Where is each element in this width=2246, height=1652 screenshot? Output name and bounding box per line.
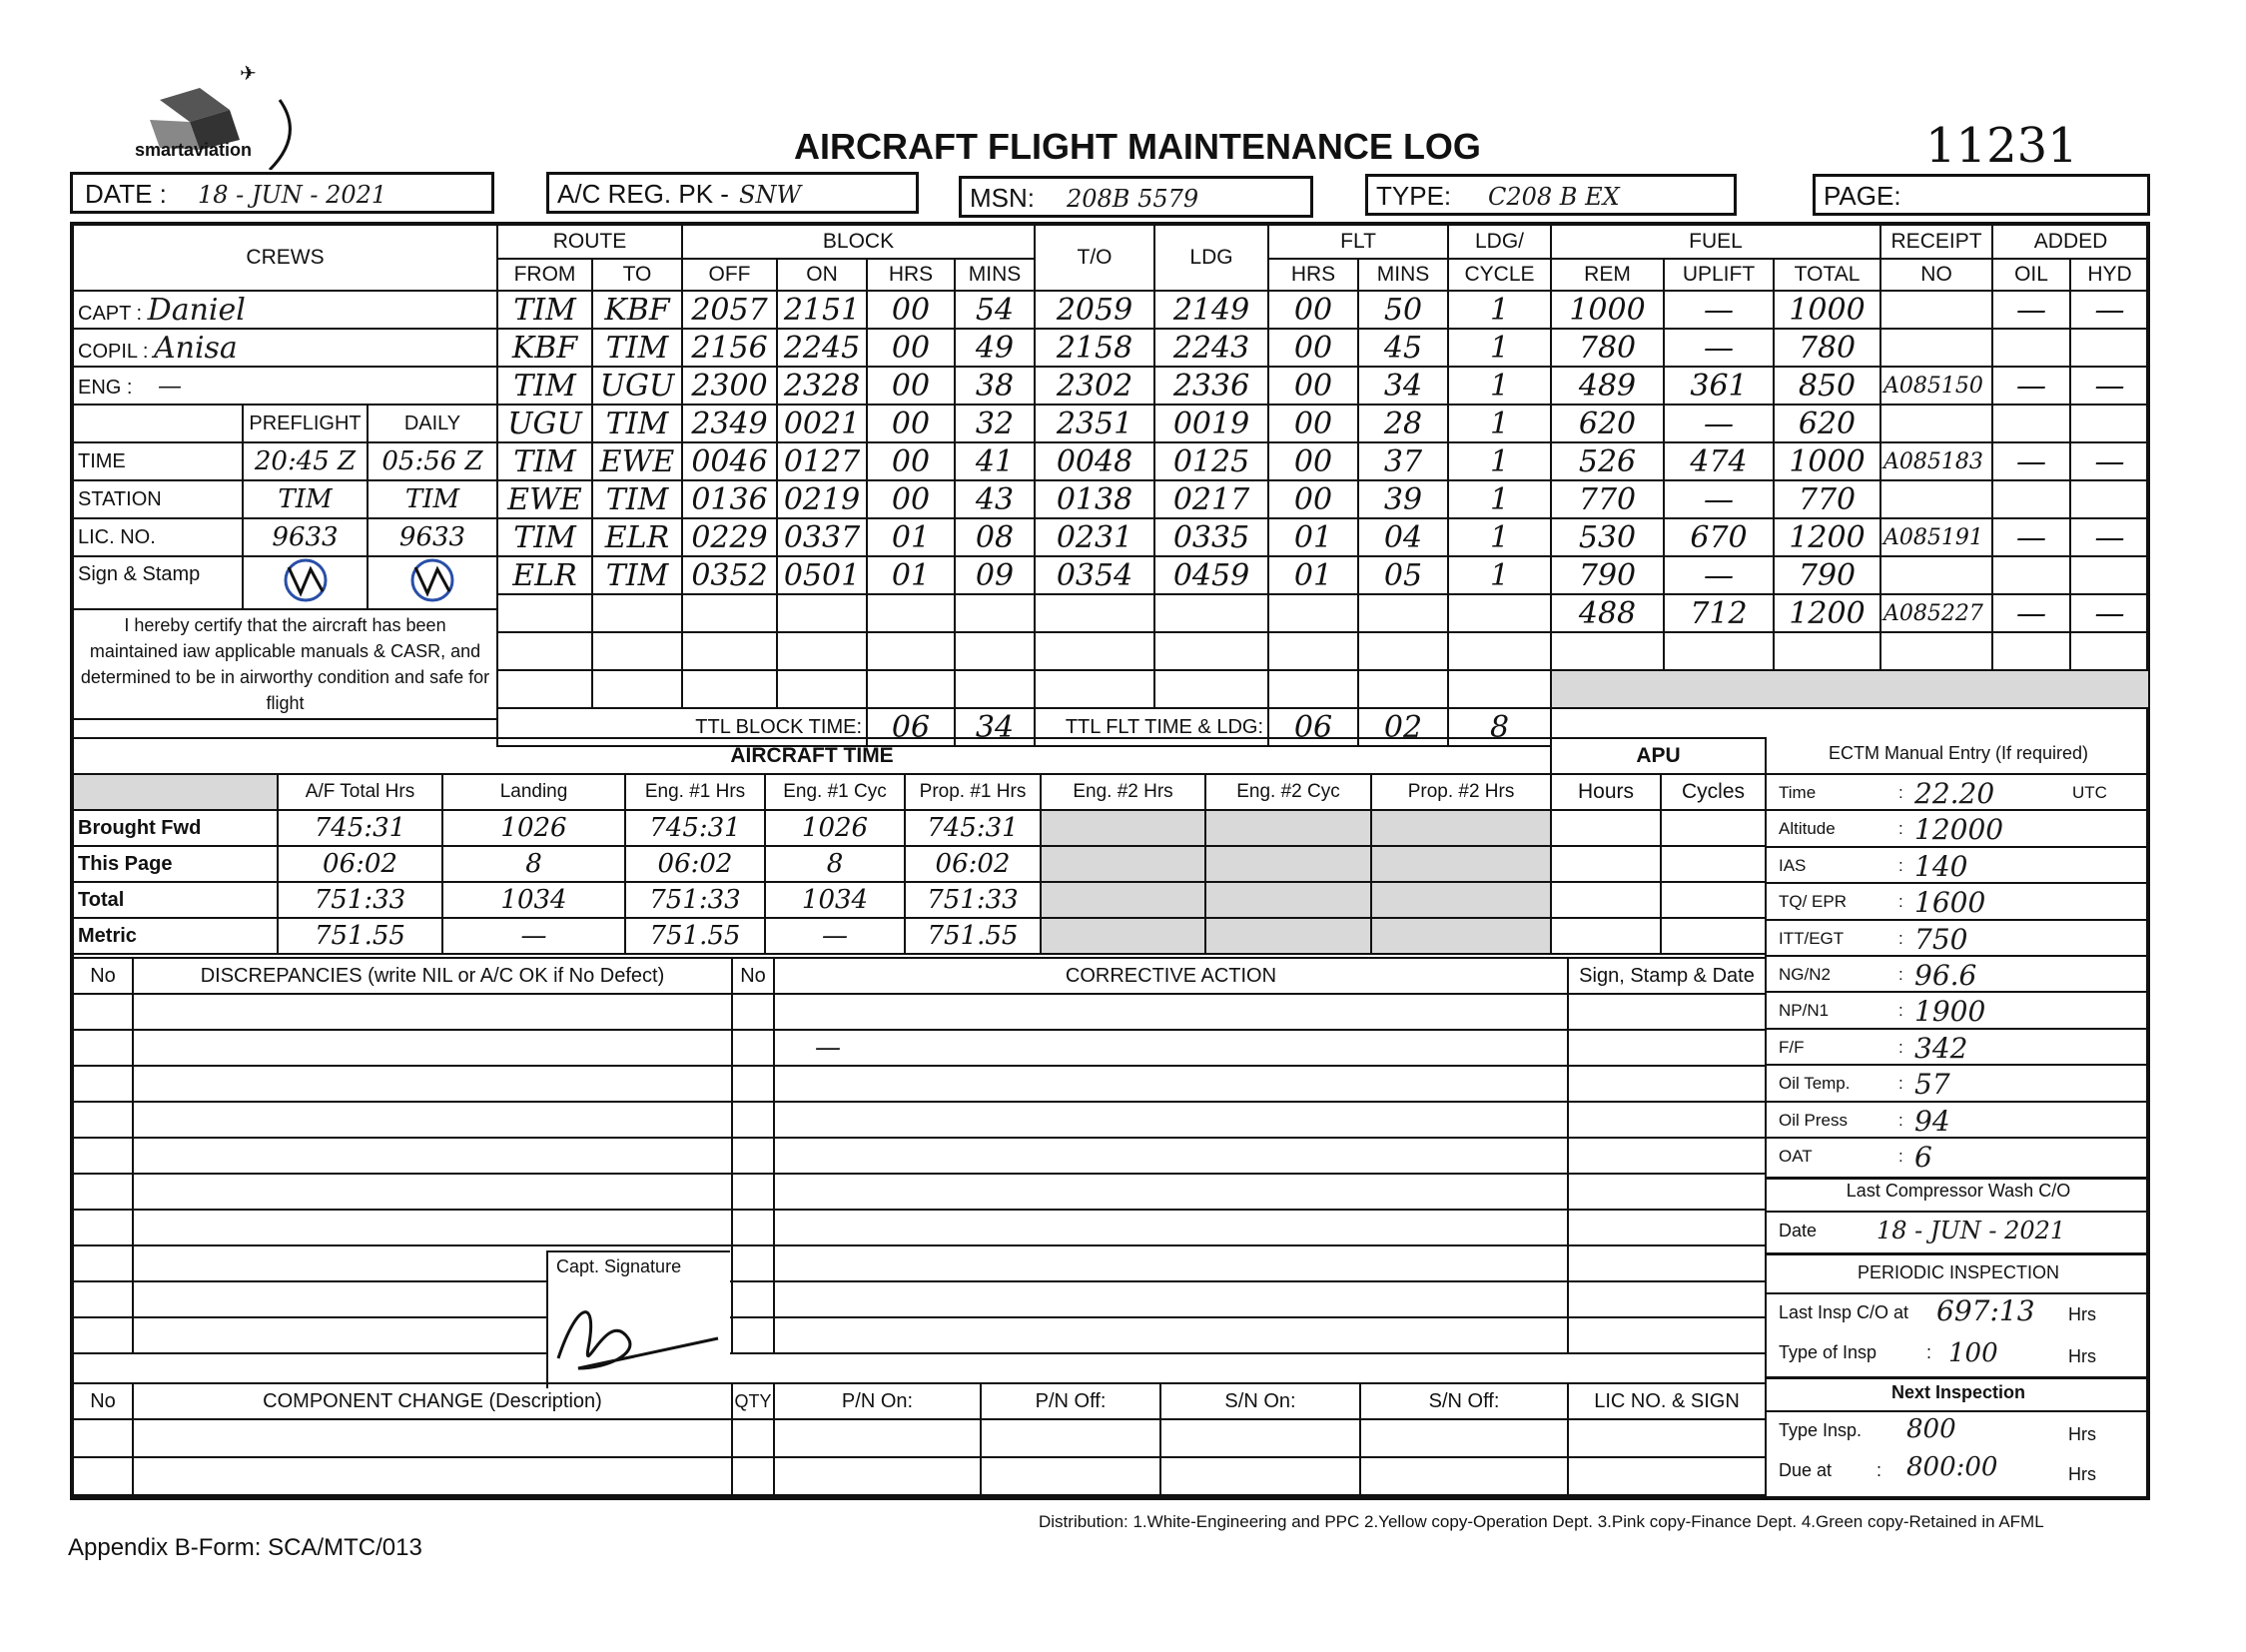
- flight-cell-to[interactable]: KBF: [592, 291, 682, 329]
- ectm-label: NG/N2: [1779, 964, 1831, 984]
- capt-signature-box[interactable]: Capt. Signature: [546, 1250, 730, 1388]
- aircraft-time-row-label: This Page: [73, 846, 278, 882]
- flight-cell-t-o[interactable]: 0354: [1035, 556, 1154, 594]
- aircraft-time-cell[interactable]: 751.55: [625, 918, 765, 954]
- flight-cell-fhrs[interactable]: 00: [1268, 405, 1358, 442]
- flight-cell-off[interactable]: 0352: [682, 556, 777, 594]
- fuel-cell-rem[interactable]: 489: [1551, 367, 1664, 405]
- fuel-cell-uplift[interactable]: —: [1664, 556, 1774, 594]
- flight-cell-from[interactable]: TIM: [497, 367, 592, 405]
- aircraft-time-row: [73, 918, 1551, 954]
- fuel-cell-uplift[interactable]: —: [1664, 405, 1774, 442]
- flight-cell-off[interactable]: 2349: [682, 405, 777, 442]
- flight-cell-cycle[interactable]: 1: [1448, 329, 1551, 367]
- page-title: AIRCRAFT FLIGHT MAINTENANCE LOG: [794, 126, 1481, 167]
- preflight-header: PREFLIGHT: [243, 405, 368, 442]
- fuel-cell-uplift[interactable]: —: [1664, 480, 1774, 518]
- flight-row: [497, 405, 1551, 442]
- fuel-cell-total[interactable]: 620: [1774, 405, 1880, 442]
- flight-row: [497, 367, 1551, 405]
- flight-cell-mins[interactable]: 09: [955, 556, 1035, 594]
- flight-cell-t-o[interactable]: 2158: [1035, 329, 1154, 367]
- fuel-cell-receipt[interactable]: [1880, 291, 1992, 329]
- serial-number: 11231: [1925, 118, 2078, 174]
- capt-row[interactable]: CAPT : Daniel: [73, 291, 497, 329]
- aircraft-time-col-header: Eng. #2 Hrs: [1041, 774, 1205, 810]
- certify-text: I hereby certify that the aircraft has been maintained iaw applicable manuals & CASR, and determined to be in airworthy condition and safe for flight: [73, 609, 497, 719]
- flight-cell-mins[interactable]: 54: [955, 291, 1035, 329]
- fuel-cell-hyd[interactable]: [2070, 405, 2149, 442]
- flight-cell-on[interactable]: 2151: [777, 291, 867, 329]
- ttl-ldg[interactable]: 8: [1448, 708, 1551, 746]
- flight-row: [497, 291, 1551, 329]
- flight-cell-ldg[interactable]: [1154, 594, 1268, 632]
- aircraft-time-cell[interactable]: [1371, 846, 1551, 882]
- aircraft-time-cell[interactable]: 1034: [765, 882, 905, 918]
- flight-cell-t-o[interactable]: 2059: [1035, 291, 1154, 329]
- flight-cell-hrs[interactable]: 01: [867, 556, 955, 594]
- flight-cell-ldg[interactable]: 2243: [1154, 329, 1268, 367]
- fuel-cell-rem[interactable]: 526: [1551, 442, 1664, 480]
- fuel-table: FUEL RECEIPT ADDED REM UPLIFT TOTAL NO OIL HYD 1000 — 1000 — — 780 — 780 489 361 850 A085150 — — 620 — 620 526 474 1000 A085183 — — 770 — 770 530 670 1200 A085191 — — 790 — 790 488 712 1200 A085227 — —: [1550, 224, 2150, 709]
- fuel-row: [1551, 367, 2149, 405]
- aircraft-time-cell[interactable]: 751:33: [625, 882, 765, 918]
- corrective-entry[interactable]: —: [774, 1030, 1568, 1066]
- flight-cell-hrs[interactable]: 00: [867, 291, 955, 329]
- ectm-label: IAS: [1779, 855, 1807, 875]
- aircraft-time-cell[interactable]: —: [442, 918, 625, 954]
- fuel-cell-receipt[interactable]: A085191: [1880, 518, 1992, 556]
- fuel-row: [1551, 480, 2149, 518]
- ectm-value[interactable]: 140: [1914, 849, 1968, 883]
- fuel-cell-rem[interactable]: 780: [1551, 329, 1664, 367]
- ectm-title: ECTM Manual Entry (If required): [1828, 743, 2089, 763]
- fuel-row: [1551, 329, 2149, 367]
- fuel-cell-receipt[interactable]: A085183: [1880, 442, 1992, 480]
- flight-cell-cycle[interactable]: [1448, 594, 1551, 632]
- flight-cell-mins[interactable]: 32: [955, 405, 1035, 442]
- aircraft-time-cell[interactable]: 8: [765, 846, 905, 882]
- flight-cell-to[interactable]: ELR: [592, 518, 682, 556]
- aircraft-time-cell[interactable]: 751.55: [278, 918, 442, 954]
- capt-name: Daniel: [147, 292, 246, 328]
- ectm-value[interactable]: 1600: [1914, 886, 1986, 920]
- type-field[interactable]: TYPE: C208 B EX: [1365, 174, 1737, 216]
- aircraft-time-col-header: Landing: [442, 774, 625, 810]
- fuel-cell-total[interactable]: 850: [1774, 367, 1880, 405]
- fuel-cell-rem[interactable]: 530: [1551, 518, 1664, 556]
- aircraft-time-cell[interactable]: 751:33: [905, 882, 1041, 918]
- fuel-row: [1551, 405, 2149, 442]
- aircraft-time-col-header: Prop. #2 Hrs: [1371, 774, 1551, 810]
- ttl-block-hrs[interactable]: 06: [867, 708, 955, 746]
- component-change-table: No COMPONENT CHANGE (Description) QTY P/N On: P/N Off: S/N On: S/N Off: LIC NO. & SIGN: [72, 1382, 1767, 1496]
- aircraft-time-cell[interactable]: [1205, 846, 1371, 882]
- flight-cell-fmins[interactable]: 05: [1358, 556, 1448, 594]
- flight-cell-to[interactable]: [592, 594, 682, 632]
- fuel-row: [1551, 442, 2149, 480]
- fuel-cell-total[interactable]: 1200: [1774, 518, 1880, 556]
- ectm-label: ITT/EGT: [1779, 928, 1845, 948]
- flight-row: [497, 518, 1551, 556]
- flight-cell-mins[interactable]: 08: [955, 518, 1035, 556]
- flight-row: [497, 442, 1551, 480]
- flight-cell-on[interactable]: 2328: [777, 367, 867, 405]
- ectm-label: NP/N1: [1779, 1001, 1830, 1021]
- aircraft-time-cell[interactable]: 06:02: [278, 846, 442, 882]
- stamp-signature-icon: [261, 557, 351, 603]
- fuel-cell-rem[interactable]: 770: [1551, 480, 1664, 518]
- ectm-label: TQ/ EPR: [1779, 892, 1848, 912]
- fuel-cell-oil[interactable]: [1992, 556, 2070, 594]
- ectm-label: Oil Press: [1779, 1110, 1848, 1130]
- fuel-cell-hyd[interactable]: [2070, 329, 2149, 367]
- copil-row[interactable]: COPIL : Anisa: [73, 329, 497, 367]
- flight-cell-fmins[interactable]: 50: [1358, 291, 1448, 329]
- date-field[interactable]: DATE : 18 - JUN - 2021: [70, 172, 494, 214]
- aircraft-time-cell[interactable]: [1205, 918, 1371, 954]
- ectm-value[interactable]: 342: [1914, 1031, 1968, 1065]
- ectm-row: Oil Temp. : 57: [1767, 1064, 2150, 1100]
- fuel-cell-uplift[interactable]: 474: [1664, 442, 1774, 480]
- ectm-label: OAT: [1779, 1146, 1813, 1166]
- fuel-cell-oil[interactable]: [1992, 329, 2070, 367]
- flight-cell-fmins[interactable]: 39: [1358, 480, 1448, 518]
- aircraft-time-row-label: Metric: [73, 918, 278, 954]
- aircraft-time-row-label: Brought Fwd: [73, 810, 278, 846]
- fuel-cell-hyd[interactable]: —: [2070, 518, 2149, 556]
- fuel-cell-total[interactable]: 780: [1774, 329, 1880, 367]
- fuel-cell-uplift[interactable]: 361: [1664, 367, 1774, 405]
- aircraft-time-row: [73, 810, 1551, 846]
- fuel-cell-hyd[interactable]: —: [2070, 291, 2149, 329]
- flight-cell-to[interactable]: TIM: [592, 329, 682, 367]
- fuel-row: [1551, 518, 2149, 556]
- aircraft-time-row: [73, 882, 1551, 918]
- signature-icon: [548, 1278, 730, 1388]
- fuel-cell-hyd[interactable]: [2070, 556, 2149, 594]
- flight-cell-hrs[interactable]: 00: [867, 442, 955, 480]
- fuel-cell-uplift[interactable]: 712: [1664, 594, 1774, 632]
- fuel-cell-uplift[interactable]: —: [1664, 291, 1774, 329]
- flight-cell-hrs[interactable]: [867, 594, 955, 632]
- ectm-value[interactable]: 12000: [1914, 813, 2004, 847]
- fuel-cell-oil[interactable]: —: [1992, 442, 2070, 480]
- ectm-value[interactable]: 6: [1914, 1140, 1932, 1174]
- aircraft-time-col-header: A/F Total Hrs: [278, 774, 442, 810]
- aircraft-time-cell[interactable]: 1034: [442, 882, 625, 918]
- fuel-cell-oil[interactable]: —: [1992, 291, 2070, 329]
- aircraft-time-cell[interactable]: 1026: [442, 810, 625, 846]
- eng-row[interactable]: ENG : —: [73, 367, 497, 405]
- flight-cell-mins[interactable]: [955, 594, 1035, 632]
- ectm-value[interactable]: 22.20: [1914, 777, 1995, 810]
- flight-cell-from[interactable]: [497, 594, 592, 632]
- distribution-note: Distribution: 1.White-Engineering and PPC 2.Yellow copy-Operation Dept. 3.Pink copy-Finance Dept. 4.Green copy-Retained in AFML: [1039, 1512, 2044, 1531]
- fuel-cell-total[interactable]: 770: [1774, 480, 1880, 518]
- ttl-flt-hrs[interactable]: 06: [1268, 708, 1358, 746]
- flight-row: [497, 480, 1551, 518]
- crews-title: CREWS: [73, 225, 497, 291]
- flight-cell-from[interactable]: TIM: [497, 291, 592, 329]
- ectm-row: Time : 22.20 UTC: [1767, 773, 2150, 809]
- form-code: Appendix B-Form: SCA/MTC/013: [68, 1534, 422, 1561]
- flight-cell-mins[interactable]: 38: [955, 367, 1035, 405]
- aircraft-time-cell[interactable]: 745:31: [278, 810, 442, 846]
- aircraft-time-col-header: Eng. #1 Hrs: [625, 774, 765, 810]
- ectm-label: F/F: [1779, 1037, 1805, 1057]
- flight-cell-fhrs[interactable]: 01: [1268, 518, 1358, 556]
- ectm-value[interactable]: 750: [1914, 922, 1968, 956]
- flight-cell-to[interactable]: UGU: [592, 367, 682, 405]
- aircraft-time-col-header: Prop. #1 Hrs: [905, 774, 1041, 810]
- msn-field[interactable]: MSN: 208B 5579: [959, 176, 1313, 218]
- flight-cell-off[interactable]: 2300: [682, 367, 777, 405]
- ectm-label: Oil Temp.: [1779, 1074, 1851, 1094]
- aircraft-time-cell[interactable]: 8: [442, 846, 625, 882]
- flight-cell-ldg[interactable]: 0459: [1154, 556, 1268, 594]
- flight-cell-hrs[interactable]: 00: [867, 480, 955, 518]
- flight-cell-to[interactable]: TIM: [592, 480, 682, 518]
- fuel-cell-rem[interactable]: 488: [1551, 594, 1664, 632]
- aircraft-time-cell[interactable]: 1026: [765, 810, 905, 846]
- aircraft-time-cell[interactable]: [1041, 810, 1205, 846]
- flight-cell-t-o[interactable]: 0138: [1035, 480, 1154, 518]
- flight-cell-fmins[interactable]: [1358, 594, 1448, 632]
- crews-table: CREWS CAPT : Daniel COPIL : Anisa ENG : — PREFLIGHT DAILY TIME 20:45 Z 05:56 Z STATION TIM TIM LIC. NO. 9633 9633 Sign & Stamp I hereby certify that the aircraft has been maintained iaw applicable manuals & CASR, and determined to be in airworthy condition and safe for flight: [72, 224, 498, 720]
- flight-cell-t-o[interactable]: [1035, 594, 1154, 632]
- fuel-cell-receipt[interactable]: [1880, 329, 1992, 367]
- flight-cell-from[interactable]: UGU: [497, 405, 592, 442]
- flight-cell-ldg[interactable]: 0019: [1154, 405, 1268, 442]
- flight-cell-fmins[interactable]: 04: [1358, 518, 1448, 556]
- aircraft-time-cell[interactable]: [1205, 810, 1371, 846]
- flight-cell-off[interactable]: 0229: [682, 518, 777, 556]
- aircraft-time-cell[interactable]: 745:31: [625, 810, 765, 846]
- flight-cell-off[interactable]: 2057: [682, 291, 777, 329]
- fuel-cell-rem[interactable]: 790: [1551, 556, 1664, 594]
- daily-stamp: [368, 556, 497, 609]
- fuel-cell-receipt[interactable]: [1880, 405, 1992, 442]
- stamp-signature-icon: [387, 557, 477, 603]
- flight-row: [497, 594, 1551, 632]
- ectm-row: NP/N1 : 1900: [1767, 991, 2150, 1027]
- aircraft-time-cell[interactable]: 745:31: [905, 810, 1041, 846]
- flight-cell-on[interactable]: 0021: [777, 405, 867, 442]
- flight-cell-fmins[interactable]: 34: [1358, 367, 1448, 405]
- aircraft-time-cell[interactable]: [1041, 882, 1205, 918]
- flight-cell-off[interactable]: 2156: [682, 329, 777, 367]
- aircraft-time-cell[interactable]: [1371, 882, 1551, 918]
- aircraft-time-row: [73, 846, 1551, 882]
- flight-cell-t-o[interactable]: 0048: [1035, 442, 1154, 480]
- aircraft-time-cell[interactable]: —: [765, 918, 905, 954]
- fuel-cell-total[interactable]: 1000: [1774, 291, 1880, 329]
- flight-cell-t-o[interactable]: 0231: [1035, 518, 1154, 556]
- fuel-cell-oil[interactable]: [1992, 405, 2070, 442]
- flight-cell-fhrs[interactable]: 00: [1268, 367, 1358, 405]
- fuel-cell-oil[interactable]: [1992, 480, 2070, 518]
- flight-cell-fhrs[interactable]: 01: [1268, 556, 1358, 594]
- flight-cell-cycle[interactable]: 1: [1448, 405, 1551, 442]
- ectm-row: TQ/ EPR : 1600: [1767, 882, 2150, 918]
- ectm-panel: ECTM Manual Entry (If required) Time : 22.20 UTC Altitude : 12000 IAS : 140 TQ/ EPR : 1600 ITT/EGT : 750 NG/N2 : 96.6 NP/N1 : 1900 F/F : 342 Oil Temp. : 57 Oil Press : 94 OAT : 6 Last Compressor Wash C/O Date 18 - JUN - 2021 PERIODIC INSPECTION Last Insp C/O at 697:13 Hrs Type of Insp : 100 Hrs Next Inspection Type Insp. 800 Hrs Due at : 800:00 Hrs: [1765, 737, 2150, 1496]
- flight-cell-ldg[interactable]: 2149: [1154, 291, 1268, 329]
- fuel-cell-hyd[interactable]: [2070, 480, 2149, 518]
- flight-cell-hrs[interactable]: 00: [867, 329, 955, 367]
- ectm-row: Oil Press : 94: [1767, 1101, 2150, 1137]
- reg-field[interactable]: A/C REG. PK - SNW: [546, 172, 919, 214]
- ectm-row: IAS : 140: [1767, 846, 2150, 882]
- flight-cell-fhrs[interactable]: [1268, 594, 1358, 632]
- ttl-flt-mins[interactable]: 02: [1358, 708, 1448, 746]
- aircraft-time-cell[interactable]: [1371, 918, 1551, 954]
- flight-cell-ldg[interactable]: 0335: [1154, 518, 1268, 556]
- apu-table: APU Hours Cycles: [1550, 737, 1767, 955]
- ectm-unit: UTC: [2072, 783, 2107, 802]
- fuel-cell-hyd[interactable]: —: [2070, 367, 2149, 405]
- fuel-cell-hyd[interactable]: —: [2070, 594, 2149, 632]
- flight-cell-fhrs[interactable]: 00: [1268, 442, 1358, 480]
- flight-cell-hrs[interactable]: 00: [867, 367, 955, 405]
- fuel-cell-oil[interactable]: —: [1992, 518, 2070, 556]
- flight-cell-hrs[interactable]: 00: [867, 405, 955, 442]
- discrepancies-table: No DISCREPANCIES (write NIL or A/C OK if No Defect) No CORRECTIVE ACTION Sign, Stamp & Date —: [72, 957, 1767, 1354]
- aircraft-time-col-header: Eng. #2 Cyc: [1205, 774, 1371, 810]
- daily-header: DAILY: [368, 405, 497, 442]
- aircraft-time-table: AIRCRAFT TIME A/F Total Hrs Landing Eng. #1 Hrs Eng. #1 Cyc Prop. #1 Hrs Eng. #2 Hrs Eng. #2 Cyc Prop. #2 Hrs Brought Fwd 745:31 1026 745:31 1026 745:31 This Page 06:02 8 06:02 8 06:02 Total 751:33 1034 751:33 1034 751:33 Metric 751.55 — 751.55 — 751.55: [72, 737, 1552, 955]
- flight-cell-cycle[interactable]: 1: [1448, 442, 1551, 480]
- ectm-value[interactable]: 96.6: [1914, 958, 1977, 992]
- flight-cell-fhrs[interactable]: 00: [1268, 291, 1358, 329]
- brand-name: smartaviation: [135, 140, 253, 160]
- flight-cell-mins[interactable]: 41: [955, 442, 1035, 480]
- fuel-cell-rem[interactable]: 1000: [1551, 291, 1664, 329]
- flight-cell-to[interactable]: TIM: [592, 405, 682, 442]
- flight-cell-fmins[interactable]: 28: [1358, 405, 1448, 442]
- compressor-date[interactable]: 18 - JUN - 2021: [1876, 1217, 2066, 1244]
- fuel-cell-total[interactable]: 1000: [1774, 442, 1880, 480]
- ectm-value[interactable]: 1900: [1914, 995, 1986, 1029]
- aircraft-time-cell[interactable]: [1371, 810, 1551, 846]
- flight-cell-cycle[interactable]: 1: [1448, 556, 1551, 594]
- flight-cell-cycle[interactable]: 1: [1448, 480, 1551, 518]
- copil-name: Anisa: [153, 330, 238, 366]
- ectm-label: Time: [1779, 783, 1817, 802]
- ectm-row: F/F : 342: [1767, 1028, 2150, 1064]
- flight-cell-hrs[interactable]: 01: [867, 518, 955, 556]
- flight-cell-ldg[interactable]: 2336: [1154, 367, 1268, 405]
- flight-log-table: ROUTE BLOCK T/O LDG FLT LDG/ FROM TO OFF ON HRS MINS HRS MINS CYCLE TIM KBF 2057 2151 00 54 2059 2149 00 50 1 KBF TIM 2156 2245 00 49 2158 2243 00 45 1 TIM UGU 2300 2328 00 38 2302 2336 00 34 1 UGU TIM 2349 0021 00 32 2351 0019 00 28 1 TIM EWE 0046 0127 00 41 0048 0125 00 37 1 EWE TIM 0136 0219 00 43 0138 0217 00 39 1 TIM ELR 0229 0337 01 08 0231 0335 01 04 1 ELR TIM 0352 0501 01 09 0354 0459 01 05 1 TTL BLOCK TIME: 06 34 TTL FLT TIME & LDG: 06 02 8: [496, 224, 1552, 747]
- fuel-cell-uplift[interactable]: 670: [1664, 518, 1774, 556]
- flight-cell-off[interactable]: [682, 594, 777, 632]
- aircraft-time-cell[interactable]: 751:33: [278, 882, 442, 918]
- ectm-value[interactable]: 94: [1914, 1104, 1950, 1138]
- svg-text:✈: ✈: [240, 63, 257, 85]
- fuel-cell-rem[interactable]: 620: [1551, 405, 1664, 442]
- flight-row: [497, 329, 1551, 367]
- fuel-row: [1551, 556, 2149, 594]
- flight-cell-t-o[interactable]: 2351: [1035, 405, 1154, 442]
- aircraft-time-cell[interactable]: 751.55: [905, 918, 1041, 954]
- flight-cell-on[interactable]: 2245: [777, 329, 867, 367]
- ectm-row: OAT : 6: [1767, 1137, 2150, 1173]
- fuel-cell-total[interactable]: 790: [1774, 556, 1880, 594]
- preflight-stamp: [243, 556, 368, 609]
- page-field[interactable]: PAGE:: [1813, 174, 2150, 216]
- ectm-row: NG/N2 : 96.6: [1767, 955, 2150, 991]
- flight-cell-from[interactable]: TIM: [497, 518, 592, 556]
- flight-cell-from[interactable]: EWE: [497, 480, 592, 518]
- aircraft-time-col-header: Eng. #1 Cyc: [765, 774, 905, 810]
- flight-cell-fmins[interactable]: 45: [1358, 329, 1448, 367]
- flight-cell-mins[interactable]: 49: [955, 329, 1035, 367]
- flight-cell-mins[interactable]: 43: [955, 480, 1035, 518]
- flight-cell-ldg[interactable]: 0125: [1154, 442, 1268, 480]
- fuel-row: [1551, 594, 2149, 632]
- ectm-value[interactable]: 57: [1914, 1068, 1950, 1102]
- flight-cell-on[interactable]: 0127: [777, 442, 867, 480]
- aircraft-time-cell[interactable]: 06:02: [905, 846, 1041, 882]
- flight-cell-fhrs[interactable]: 00: [1268, 480, 1358, 518]
- flight-cell-on[interactable]: 0337: [777, 518, 867, 556]
- aircraft-time-row-label: Total: [73, 882, 278, 918]
- flight-cell-on[interactable]: 0501: [777, 556, 867, 594]
- flight-cell-off[interactable]: 0136: [682, 480, 777, 518]
- ttl-block-mins[interactable]: 34: [955, 708, 1035, 746]
- aircraft-time-cell[interactable]: 06:02: [625, 846, 765, 882]
- fuel-cell-receipt[interactable]: A085150: [1880, 367, 1992, 405]
- flight-cell-t-o[interactable]: 2302: [1035, 367, 1154, 405]
- flight-row: [497, 556, 1551, 594]
- flight-cell-fmins[interactable]: 37: [1358, 442, 1448, 480]
- aircraft-time-cell[interactable]: [1041, 846, 1205, 882]
- fuel-cell-oil[interactable]: —: [1992, 367, 2070, 405]
- aircraft-time-cell[interactable]: [1041, 918, 1205, 954]
- fuel-cell-receipt[interactable]: [1880, 556, 1992, 594]
- fuel-cell-receipt[interactable]: [1880, 480, 1992, 518]
- flight-cell-on[interactable]: [777, 594, 867, 632]
- flight-cell-from[interactable]: TIM: [497, 442, 592, 480]
- fuel-cell-oil[interactable]: —: [1992, 594, 2070, 632]
- ectm-row: Altitude : 12000: [1767, 809, 2150, 845]
- fuel-cell-receipt[interactable]: A085227: [1880, 594, 1992, 632]
- flight-cell-from[interactable]: KBF: [497, 329, 592, 367]
- fuel-row: [1551, 291, 2149, 329]
- flight-cell-on[interactable]: 0219: [777, 480, 867, 518]
- fuel-cell-uplift[interactable]: —: [1664, 329, 1774, 367]
- flight-cell-fhrs[interactable]: 00: [1268, 329, 1358, 367]
- fuel-cell-total[interactable]: 1200: [1774, 594, 1880, 632]
- flight-cell-to[interactable]: TIM: [592, 556, 682, 594]
- flight-cell-to[interactable]: EWE: [592, 442, 682, 480]
- flight-cell-cycle[interactable]: 1: [1448, 518, 1551, 556]
- flight-cell-from[interactable]: ELR: [497, 556, 592, 594]
- flight-cell-cycle[interactable]: 1: [1448, 291, 1551, 329]
- ectm-label: Altitude: [1779, 819, 1836, 839]
- ectm-row: ITT/EGT : 750: [1767, 919, 2150, 955]
- aircraft-time-cell[interactable]: [1205, 882, 1371, 918]
- flight-cell-off[interactable]: 0046: [682, 442, 777, 480]
- flight-cell-ldg[interactable]: 0217: [1154, 480, 1268, 518]
- fuel-cell-hyd[interactable]: —: [2070, 442, 2149, 480]
- flight-cell-cycle[interactable]: 1: [1448, 367, 1551, 405]
